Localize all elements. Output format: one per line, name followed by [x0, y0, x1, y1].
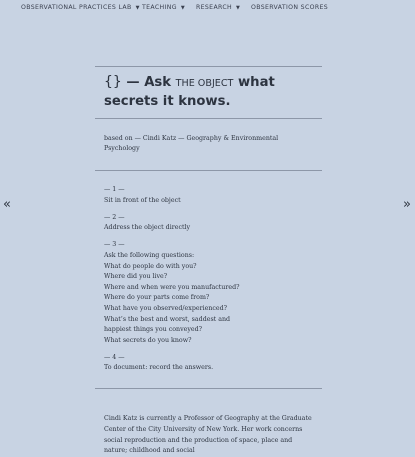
- author-bio: Cindi Katz is currently a Professor of Geography at the Graduate Center of the City University of New York. Her work concerns social reproduction and the production of space, place and nature; childhood and social: [104, 415, 312, 455]
- title-dash: —: [126, 75, 140, 90]
- step-1: [104, 185, 313, 206]
- previous-page-arrow[interactable]: «: [3, 197, 11, 212]
- step-line: What have you observed/experienced?: [104, 304, 228, 312]
- top-nav: [0, 0, 415, 16]
- step-marker: — 2 —: [104, 213, 125, 221]
- title-ask: Ask: [144, 75, 172, 90]
- nav-item-label: OBSERVATIONAL PRACTICES LAB: [21, 4, 132, 11]
- step-line: Address the object directly: [104, 224, 191, 232]
- title-rest: what secrets it knows.: [104, 75, 275, 109]
- chevron-down-icon: ▼: [236, 4, 241, 11]
- step-2: [104, 213, 313, 234]
- nav-item-teaching[interactable]: [142, 4, 185, 11]
- chevron-down-icon: ▼: [180, 4, 186, 11]
- step-line: What secrets do you know?: [104, 336, 192, 344]
- step-line: What do people do with you?: [104, 262, 197, 270]
- step-line: Where do your parts come from?: [104, 294, 210, 302]
- next-page-arrow[interactable]: »: [403, 197, 411, 212]
- step-marker: — 3 —: [104, 241, 125, 249]
- step-line: Where did you live?: [104, 273, 168, 281]
- article: [95, 66, 322, 457]
- nav-item-label: RESEARCH: [196, 4, 233, 11]
- step-3: [104, 240, 313, 346]
- instructions: [95, 171, 322, 374]
- nav-item-observation-scores[interactable]: [251, 4, 328, 11]
- nav-item-label: OBSERVATION SCORES: [251, 4, 329, 11]
- nav-item-label: TEACHING: [142, 4, 177, 11]
- step-marker: — 1 —: [104, 186, 125, 193]
- step-4: [104, 353, 313, 374]
- step-line: Sit in front of the object: [104, 196, 181, 204]
- step-marker: — 4 —: [104, 353, 125, 361]
- nav-item-research[interactable]: [196, 4, 240, 11]
- braces-icon: {}: [104, 74, 122, 90]
- step-line: What’s the best and worst, saddest and: [104, 315, 231, 323]
- step-line: Ask the following questions:: [104, 251, 195, 259]
- page-title: [95, 67, 322, 118]
- chevron-down-icon: ▼: [135, 4, 140, 11]
- nav-item-observational-practices-lab[interactable]: [21, 4, 140, 11]
- title-object: THE OBJECT: [175, 78, 234, 89]
- step-line: Where and when were you manufactured?: [104, 283, 240, 291]
- step-line: To document: record the answers.: [104, 364, 214, 372]
- byline: based on — Cindi Katz — Geography & Environmental Psychology: [104, 135, 279, 152]
- step-line: happiest things you conveyed?: [104, 326, 203, 334]
